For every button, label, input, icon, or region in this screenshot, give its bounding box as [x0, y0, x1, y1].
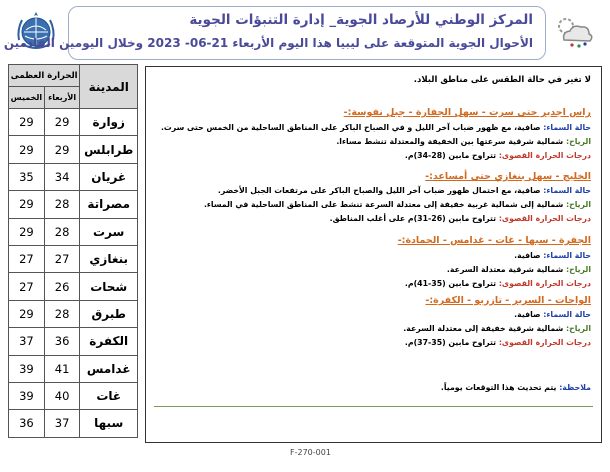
city-name: بنغازي — [80, 245, 138, 272]
table-row — [9, 191, 138, 218]
page-title: المركز الوطني للأرصاد الجوية_ إدارة التنبؤات الجوية — [189, 12, 533, 28]
wind-text: شمالية إلى شمالية غربية خفيفة إلى معتدلة السرعة تنشط على المناطق الساحلية في المساء. — [203, 200, 566, 209]
wednesday-temp: 29 — [44, 109, 80, 136]
wednesday-temp: 27 — [44, 245, 80, 272]
city-name: طرابلس — [80, 136, 138, 163]
temp-text: تتراوح مابين (26-31)م على أغلب المناطق. — [329, 214, 499, 223]
form-code: F-270-001 — [290, 448, 331, 457]
wind-text: شمالية شرقية خفيفة إلى معتدلة السرعة. — [403, 324, 566, 333]
thursday-temp: 36 — [9, 410, 45, 437]
table-header-max-temp: الحرارة العظمى — [9, 65, 80, 87]
city-name: سبها — [80, 410, 138, 437]
temp-label: درجات الحرارة القصوى: — [498, 279, 591, 288]
temp-label: درجات الحرارة القصوى: — [498, 214, 591, 223]
city-name: سرت — [80, 218, 138, 245]
wind-label: الرياح: — [565, 137, 591, 146]
thursday-temp: 39 — [9, 355, 45, 382]
forecast-content-box — [145, 66, 602, 443]
wind-label: الرياح: — [565, 265, 591, 274]
wednesday-temp: 37 — [44, 410, 80, 437]
section-east-sky — [218, 186, 591, 195]
table-header-wednesday: الأربعاء — [44, 87, 80, 109]
thursday-temp: 37 — [9, 328, 45, 355]
wednesday-temp: 28 — [44, 191, 80, 218]
thursday-temp: 29 — [9, 109, 45, 136]
temp-text: تتراوح مابين (35-41)م. — [404, 279, 499, 288]
table-row — [9, 218, 138, 245]
thursday-temp: 29 — [9, 191, 45, 218]
note-label: ملاحظة: — [559, 383, 591, 392]
city-name: زوارة — [80, 109, 138, 136]
wednesday-temp: 28 — [44, 218, 80, 245]
content-divider — [154, 406, 593, 407]
wednesday-temp: 28 — [44, 300, 80, 327]
wind-label: الرياح: — [565, 200, 591, 209]
thursday-temp: 27 — [9, 273, 45, 300]
sky-label: حالة السماء: — [543, 123, 591, 132]
city-name: شحات — [80, 273, 138, 300]
section-east-temp — [330, 214, 591, 223]
wednesday-temp: 26 — [44, 273, 80, 300]
sky-label: حالة السماء: — [543, 251, 591, 260]
wednesday-temp: 29 — [44, 136, 80, 163]
city-name: طبرق — [80, 300, 138, 327]
sky-text: صافية. — [514, 251, 544, 260]
table-row — [9, 355, 138, 382]
section-southeast-wind — [403, 324, 591, 333]
temp-text: تتراوح مابين (28-34)م. — [404, 151, 499, 160]
section-south-temp — [405, 279, 591, 288]
max-temperature-table — [8, 64, 138, 438]
table-row — [9, 109, 138, 136]
table-header-city: المدينة — [80, 65, 138, 109]
thursday-temp: 29 — [9, 218, 45, 245]
table-row — [9, 136, 138, 163]
table-header-thursday: الخميس — [9, 87, 45, 109]
city-name: غدامس — [80, 355, 138, 382]
section-east-wind — [204, 200, 591, 209]
section-southeast-temp — [405, 338, 591, 347]
section-south-wind — [447, 265, 591, 274]
thursday-temp: 29 — [9, 300, 45, 327]
city-name: الكفرة — [80, 328, 138, 355]
table-row — [9, 410, 138, 437]
thursday-temp: 27 — [9, 245, 45, 272]
section-title-west: راس اجدير حتى سرت - سهل الجفارة - جبل نفوسة:- — [343, 107, 591, 118]
city-name: غريان — [80, 163, 138, 190]
sky-text: صافية. — [514, 310, 544, 319]
thursday-temp: 39 — [9, 382, 45, 409]
wind-text: شمالية شرقية سرعتها بين الخفيفة والمعتدلة تنشط مساءا. — [336, 137, 566, 146]
table-row — [9, 328, 138, 355]
sky-label: حالة السماء: — [543, 310, 591, 319]
wednesday-temp: 40 — [44, 382, 80, 409]
wednesday-temp: 36 — [44, 328, 80, 355]
section-title-south: الجفرة - سبها - غات - غدامس - الحمادة:- — [397, 235, 591, 246]
section-title-southeast: الواحات - السرير - تازربو - الكفرة:- — [425, 295, 591, 306]
sky-text: صافية، مع ظهور ضباب آخر الليل و في الصباح الباكر على المناطق الساحلية من الخمس حتى سرت. — [160, 123, 544, 132]
temp-text: تتراوح مابين (35-37)م. — [404, 338, 499, 347]
sky-text: صافية، مع احتمال ظهور ضباب آخر الليل والصباح الباكر على مرتفعات الجبل الأخضر. — [217, 186, 544, 195]
temp-label: درجات الحرارة القصوى: — [498, 151, 591, 160]
table-row — [9, 300, 138, 327]
city-name: غات — [80, 382, 138, 409]
thursday-temp: 35 — [9, 163, 45, 190]
section-west-sky — [161, 123, 591, 132]
table-row — [9, 163, 138, 190]
city-name: مصراتة — [80, 191, 138, 218]
sky-label: حالة السماء: — [543, 186, 591, 195]
forecast-intro: لا تغير في حالة الطقس على مناطق البلاد. — [413, 75, 591, 85]
table-row — [9, 273, 138, 300]
header-banner — [3, 6, 546, 60]
wind-text: شمالية شرقية معتدلة السرعة. — [446, 265, 566, 274]
thursday-temp: 29 — [9, 136, 45, 163]
page-subtitle: الأحوال الجوية المتوقعة على ليبيا هذا اليوم الأربعاء 21-06- 2023 وخلال اليومين القادمين — [3, 36, 533, 50]
note-text: يتم تحديث هذا التوقعات يومياً. — [440, 383, 560, 392]
table-row — [9, 382, 138, 409]
wednesday-temp: 41 — [44, 355, 80, 382]
weather-cloud-logo-icon — [552, 12, 596, 52]
update-note — [441, 383, 591, 392]
wind-label: الرياح: — [565, 324, 591, 333]
section-south-sky — [514, 251, 591, 260]
section-west-wind — [336, 137, 591, 146]
wednesday-temp: 34 — [44, 163, 80, 190]
table-row — [9, 245, 138, 272]
section-west-temp — [405, 151, 591, 160]
section-southeast-sky — [514, 310, 591, 319]
temp-label: درجات الحرارة القصوى: — [498, 338, 591, 347]
section-title-east: الخليج - سهل بنغازي حتى أمساعد:- — [425, 171, 591, 182]
